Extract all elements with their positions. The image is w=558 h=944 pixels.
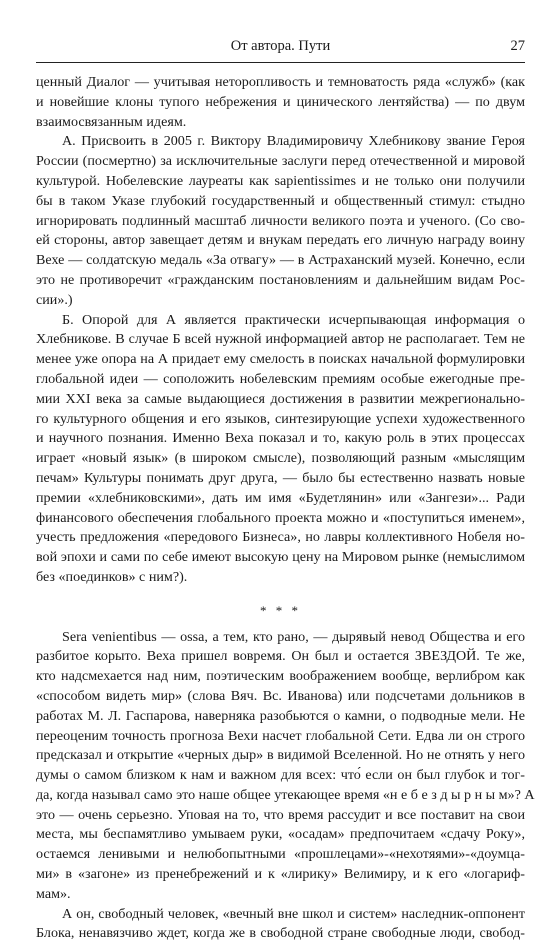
text-line: места, мы беспамятливо умываем руки, «осадам» предпочитаем «сдачу Року», bbox=[36, 826, 525, 843]
text-line: печам» Культуры понимать друг друга, — было бы естественно назвать новые bbox=[36, 469, 525, 486]
text-line: Блока, ненавязчиво ждет, когда же в свободной стране свободные люди, свобод- bbox=[36, 925, 525, 942]
text-line: играет «новый язык» (в широком смысле), позволяющий разным «мыслящим bbox=[36, 450, 525, 467]
text-line: взаимосвязанным идеям. bbox=[36, 113, 187, 130]
text-block-1 bbox=[36, 73, 525, 588]
text-line: кто надсмехается над ним, поэтическим воображением вообще, верлибром как bbox=[36, 668, 525, 685]
text-line: мам». bbox=[36, 885, 71, 902]
text-line: бы в таком Указе глубокий государственный и общественный стимул: стыдно bbox=[36, 192, 525, 209]
text-line: финансового обеспечения глобального проекта можно и «поступиться именем», bbox=[36, 509, 525, 526]
text-line: это — очень серьезно. Уповая на то, что время рассудит и все поставит на свои bbox=[36, 806, 525, 823]
text-line: учесть предложения «передового Бизнеса», но лавры коллективного Нобеля но- bbox=[36, 529, 525, 546]
text-line: Хлебникове. В случае Б всей нужной информацией автор не располагает. Тем не bbox=[36, 331, 525, 348]
text-line: разбитое корыто. Веха пришел вовремя. Он был и остается ЗВЕЗДОЙ. Те же, bbox=[36, 648, 525, 665]
text-line: работах М. Л. Гаспарова, наверняка разобьются о камни, о подводные мели. Не bbox=[36, 707, 525, 724]
running-title: От автора. Пути bbox=[230, 38, 331, 54]
text-line: культурой. Нобелевские лауреаты как sapientissimes и не только они получили bbox=[36, 172, 525, 189]
text-line: ми» в «загоне» из пренебрежений и к «лирику» Велимиру, и к его «логариф- bbox=[36, 866, 525, 883]
text-line: остаемся ленивыми и нелюбопытными «прошлецами»-«нехотяями»-«доумца- bbox=[36, 846, 525, 863]
text-line: Sera venientibus — ossa, а тем, кто рано, — дырявый невод Общества и его bbox=[62, 628, 525, 645]
text-line: игнорировать подлинный масштаб личности великого поэта и ученого. (Со сво- bbox=[36, 212, 525, 229]
text-line: думы о самом близком к нам и важном для всех: что́ если он был глубок и тог- bbox=[36, 767, 525, 784]
text-line: Б. Опорой для А является практически исчерпывающая информация о bbox=[62, 311, 525, 328]
text-line: ей стороны, автор завещает детям и внукам передать его личную награду воину bbox=[36, 232, 525, 249]
text-line: и новейшие клоны тупого небрежения и цинического лентяйства) — по двум bbox=[36, 93, 525, 110]
text-line: глобальной идеи — соположить нобелевским премиям особые ежегодные пре- bbox=[36, 370, 525, 387]
text-line: А. Присвоить в 2005 г. Виктору Владимировичу Хлебникову звание Героя bbox=[62, 133, 525, 150]
text-line: вой эпохи и сами по себе имеют высокую цену на Мировом рынке (немыслимом bbox=[36, 549, 525, 566]
text-line: сии».) bbox=[36, 291, 73, 308]
text-line: го культурного общения и его языков, синтезирующие успехи художественного bbox=[36, 410, 525, 427]
text-line: ценный Диалог — учитывая неторопливость и темноватость ряда «служб» (как bbox=[36, 74, 525, 90]
text-line: без «поединков» с ним?). bbox=[36, 568, 188, 585]
text-line: это не противоречит «гражданским постановлениям и дальнейшим видам Рос- bbox=[36, 271, 525, 288]
text-line: мии XXI века за самые выдающиеся достижения в развитии межрегионально- bbox=[36, 390, 525, 407]
text-line: и научного познания. Именно Веха показал и то, какую роль в этих процессах bbox=[36, 430, 525, 447]
text-line: менее уже опора на А придает ему смелость в поисках начальной формулировки bbox=[36, 351, 525, 368]
text-line: премии «хлебниковскими», дать им имя «Будетлянин» или «Зангези»... Ради bbox=[36, 489, 525, 506]
section-separator: * * * bbox=[260, 602, 301, 618]
text-line: России (посмертно) за исключительные заслуги перед отечественной и мировой bbox=[36, 153, 525, 170]
text-block-2 bbox=[36, 628, 535, 944]
page-number: 27 bbox=[510, 38, 525, 54]
text-line: Вехе — солдатскую медаль «За отвагу» — в Астраханский музей. Конечно, если bbox=[36, 252, 525, 269]
text-line: предсказал и открытие «черных дыр» в видимой Вселенной. Но не отнять у него bbox=[36, 747, 525, 764]
body-text bbox=[36, 73, 535, 944]
header-rule bbox=[36, 62, 525, 63]
text-line: да, когда называл само это наше общее утекающее время «н е б е з д ы р н ы м»? А bbox=[36, 786, 535, 803]
text-line: «способом видеть мир» (слова Вяч. Вс. Иванова) или подсчетами дольников в bbox=[36, 687, 525, 704]
text-line: переоценим точность прогноза Вехи насчет глобальной Сети. Едва ли он строго bbox=[36, 727, 525, 744]
text-line: А он, свободный человек, «вечный вне школ и систем» наследник-оппонент bbox=[62, 905, 525, 922]
running-header bbox=[36, 38, 525, 58]
